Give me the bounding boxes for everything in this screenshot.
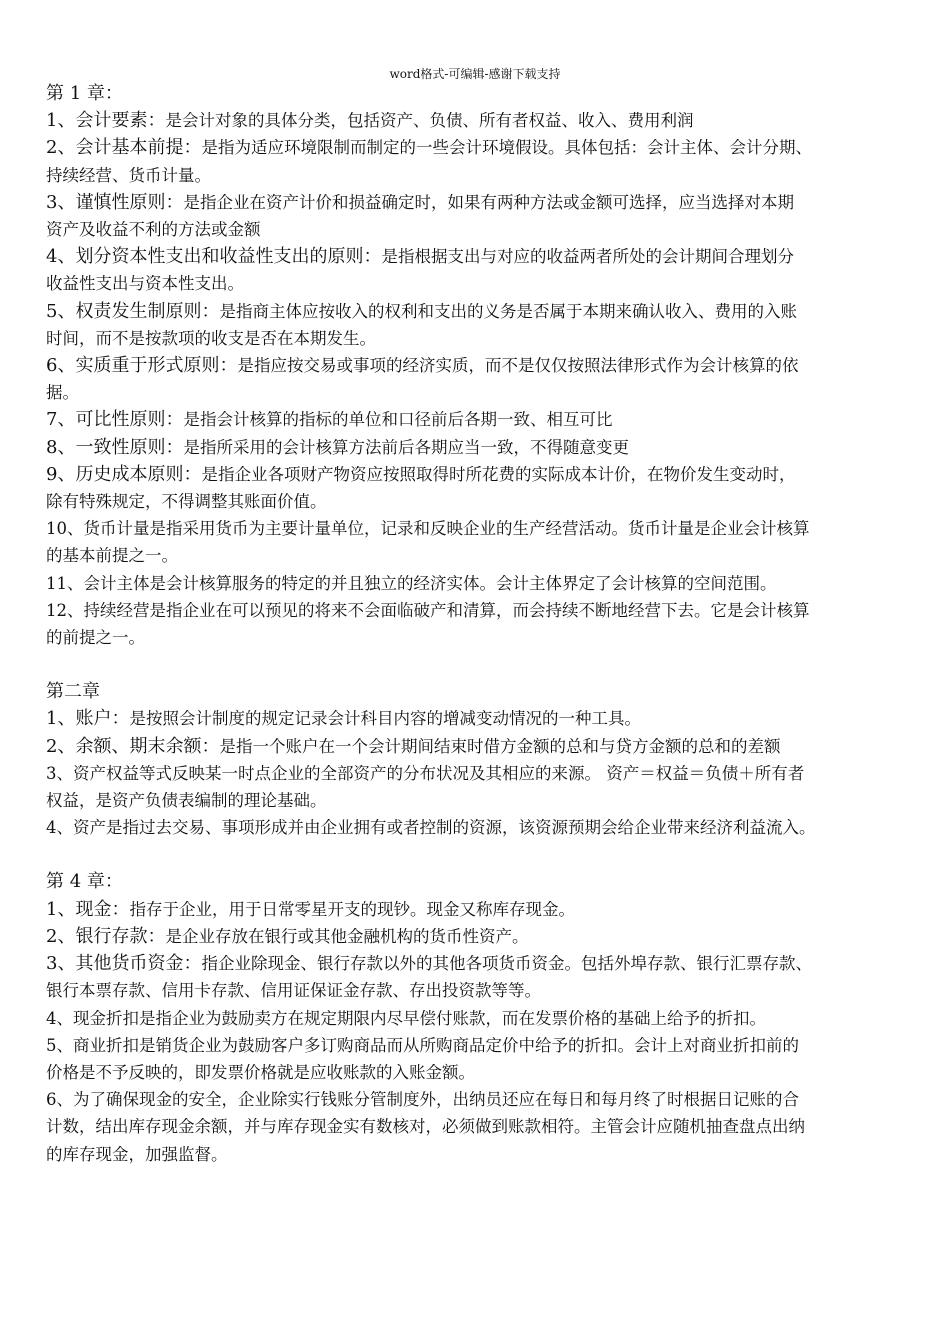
- definition-text: 是指根据支出与对应的收益两者所处的会计期间合理划分: [381, 247, 794, 267]
- ch1-item-2: [46, 134, 934, 161]
- ch1-para-11: 11、会计主体是会计核算服务的特定的并且独立的经济实体。会计主体界定了会计核算的空间范围。: [46, 573, 777, 593]
- document-body: [46, 80, 934, 1168]
- definition-text: 是指一个账户在一个会计期间结束时借方金额的总和与贷方金额的总和的差额: [219, 736, 781, 756]
- ch1-item-5: [46, 298, 934, 325]
- section-spacer: [46, 651, 934, 678]
- ch1-item-9-cont: 除有特殊规定，不得调整其账面价值。: [46, 492, 327, 512]
- chapter-2-title: 第二章: [46, 681, 100, 703]
- page-header: word格式-可编辑-感谢下载支持: [389, 67, 561, 81]
- term-label: 3、其他货币资金：: [46, 953, 202, 975]
- ch1-item-8: [46, 434, 934, 461]
- chapter-1-title: 第 1 章：: [46, 83, 123, 104]
- definition-text: 是指企业在资产计价和损益确定时，如果有两种方法或金额可选择，应当选择对本期: [183, 192, 794, 212]
- ch1-item-4: [46, 243, 934, 270]
- ch4-item-3-cont: 银行本票存款、信用卡存款、信用证保证金存款、存出投资款等等。: [46, 981, 541, 1001]
- ch2-item-2: [46, 733, 934, 760]
- definition-text: 是会计对象的具体分类，包括资产、负债、所有者权益、收入、费用利润: [165, 111, 694, 131]
- chapter-4-title: 第 4 章：: [46, 871, 123, 893]
- term-label: 3、谨慎性原则：: [46, 191, 184, 213]
- term-label: 5、权责发生制原则：: [46, 300, 220, 322]
- definition-text: 是指为适应环境限制而制定的一些会计环境假设。具体包括：会计主体、会计分期、: [201, 138, 812, 158]
- ch4-para-6: 6、为了确保现金的安全，企业除实行钱账分管制度外，出纳员还应在每日和每月终了时根据日记账的合: [46, 1090, 799, 1110]
- ch1-item-4-cont: 收益性支出与资本性支出。: [46, 274, 244, 294]
- ch4-para-6-cont: 的库存现金，加强监督。: [46, 1144, 228, 1164]
- term-label: 1、会计要素：: [46, 110, 166, 132]
- ch2-item-1: [46, 705, 934, 732]
- definition-text: 是指应按交易或事项的经济实质，而不是仅仅按照法律形式作为会计核算的依: [237, 356, 799, 376]
- ch4-item-1: [46, 896, 934, 923]
- definition-text: 是指商主体应按收入的权利和支出的义务是否属于本期来确认收入、费用的入账: [219, 301, 797, 321]
- ch2-para-3-cont: 权益，是资产负债表编制的理论基础。: [46, 791, 327, 811]
- ch1-item-6: [46, 352, 934, 379]
- term-label: 9、历史成本原则：: [46, 463, 202, 485]
- definition-text: 是指会计核算的指标的单位和口径前后各期一致、相互可比: [183, 410, 613, 430]
- ch1-item-9: [46, 461, 934, 488]
- ch1-para-12: 12、持续经营是指企业在可以预见的将来不会面临破产和清算，而会持续不断地经营下去。它是会计核算: [46, 600, 810, 620]
- term-label: 1、现金：: [46, 898, 130, 920]
- ch4-para-5-cont: 价格是不予反映的，即发票价格就是应收账款的入账金额。: [46, 1062, 475, 1082]
- definition-text: 指存于企业，用于日常零星开支的现钞。现金又称库存现金。: [129, 899, 575, 919]
- ch1-item-5-cont: 时间，而不是按款项的收支是否在本期发生。: [46, 328, 376, 348]
- definition-text: 是企业存放在银行或其他金融机构的货币性资产。: [165, 926, 529, 946]
- section-spacer: [46, 841, 934, 868]
- term-label: 7、可比性原则：: [46, 409, 184, 431]
- definition-text: 是按照会计制度的规定记录会计科目内容的增减变动情况的一种工具。: [129, 709, 641, 729]
- definition-text: 是指所采用的会计核算方法前后各期应当一致，不得随意变更: [183, 437, 629, 457]
- ch2-para-4: 4、资产是指过去交易、事项形成并由企业拥有或者控制的资源，该资源预期会给企业带来经济利益流入。: [46, 818, 816, 838]
- ch1-item-3: [46, 189, 934, 216]
- ch1-para-12-cont: 的前提之一。: [46, 628, 145, 648]
- term-label: 8、一致性原则：: [46, 436, 184, 458]
- ch1-item-2-cont: 持续经营、货币计量。: [46, 165, 211, 185]
- term-label: 2、银行存款：: [46, 925, 166, 947]
- definition-text: 是指企业各项财产物资应按照取得时所花费的实际成本计价，在物价发生变动时，: [201, 464, 796, 484]
- ch1-item-1: [46, 107, 934, 134]
- ch1-item-7: [46, 406, 934, 433]
- ch1-item-3-cont: 资产及收益不利的方法或金额: [46, 220, 261, 240]
- ch2-para-3: 3、资产权益等式反映某一时点企业的全部资产的分布状况及其相应的来源。 资产＝权益＝负债＋所有者: [46, 763, 805, 783]
- ch4-item-3: [46, 950, 934, 977]
- term-label: 2、余额、期末余额：: [46, 735, 220, 757]
- ch4-para-4: 4、现金折扣是指企业为鼓励卖方在规定期限内尽早偿付账款，而在发票价格的基础上给予的折扣。: [46, 1008, 766, 1028]
- ch1-item-6-cont: 据。: [46, 383, 79, 403]
- ch1-para-10-cont: 的基本前提之一。: [46, 546, 178, 566]
- definition-text: 指企业除现金、银行存款以外的其他各项货币资金。包括外埠存款、银行汇票存款、: [201, 954, 812, 974]
- term-label: 6、实质重于形式原则：: [46, 355, 238, 377]
- term-label: 2、会计基本前提：: [46, 137, 202, 159]
- ch4-para-5: 5、商业折扣是销货企业为鼓励客户多订购商品而从所购商品定价中给予的折扣。会计上对商业折扣前的: [46, 1035, 799, 1055]
- term-label: 4、划分资本性支出和收益性支出的原则：: [46, 246, 382, 268]
- ch4-item-2: [46, 923, 934, 950]
- term-label: 1、账户：: [46, 708, 130, 730]
- ch1-para-10: 10、货币计量是指采用货币为主要计量单位，记录和反映企业的生产经营活动。货币计量是企业会计核算: [46, 519, 810, 539]
- ch4-para-6-cont: 计数，结出库存现金余额，并与库存现金实有数核对，必须做到账款相符。主管会计应随机抽查盘点出纳: [46, 1117, 805, 1137]
